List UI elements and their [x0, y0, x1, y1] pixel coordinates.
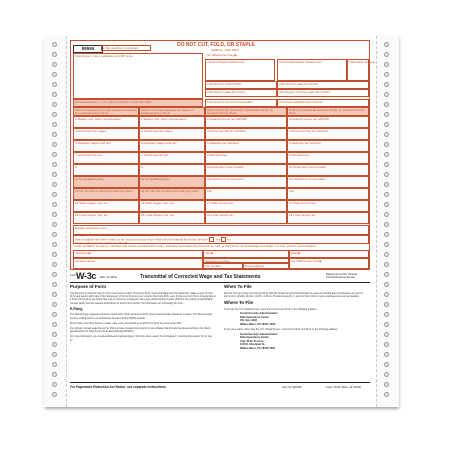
state-id-label: f Employer's state ID number — [207, 89, 246, 94]
amount-cell-label: 12a Deferred compensation — [289, 176, 327, 181]
amount-cell-label: 12a Deferred compensation — [207, 176, 245, 181]
third-party-box[interactable] — [347, 59, 376, 81]
when-heading: When To File — [224, 284, 252, 289]
amount-cell-label: 2 Federal income tax withheld — [207, 116, 247, 121]
where-text-2: If you use a carrier other than the U.S. Postal Service, send Forms W-2c and W-3c to the following address: — [224, 327, 338, 331]
amount-cell-label: 17 State income tax — [207, 200, 234, 205]
tractor-hole — [52, 332, 57, 337]
tractor-hole — [384, 392, 389, 397]
tractor-hole — [52, 102, 57, 107]
amount-cell-label: 14 Inc. tax w/h by third-party sick pay payer — [75, 188, 133, 193]
amount-cell-label: 7 Social security tips — [75, 152, 103, 157]
left-instructions-column — [70, 284, 216, 344]
title-box[interactable] — [203, 250, 289, 258]
establishment-label: g Employer's state ID number — [279, 81, 319, 86]
amount-cell-label: 12b — [289, 188, 295, 193]
telephone-label: Telephone number — [205, 258, 230, 263]
tractor-hole — [52, 372, 57, 377]
amount-cell[interactable] — [139, 152, 205, 164]
amount-cell-label: 19 Local income tax — [289, 212, 316, 217]
amount-cell[interactable] — [139, 212, 205, 224]
amount-cell[interactable] — [73, 200, 139, 212]
amount-cell[interactable] — [205, 176, 287, 188]
amount-cell[interactable] — [205, 212, 287, 224]
amount-cell-label: 10 Dependent care benefits — [207, 164, 244, 169]
ein-label: e Employer's Federal EIN — [207, 81, 242, 86]
tractor-hole — [384, 312, 389, 317]
efiling-bullet-1: W-2c Online. Use fill-in forms to create, save, print, and submit up to 25 Forms W-2c at a time to the SSA. — [70, 321, 182, 325]
catalog-number: Cat. No. 10164R — [282, 386, 302, 389]
kind-of-employer-label: d Kind of Employer (Check one) — [279, 59, 322, 64]
corrected-header: Total of corrected amounts as shown on enclosed Forms W-2c. — [139, 107, 205, 116]
w3c-instructions — [70, 273, 370, 391]
amount-cell[interactable] — [205, 116, 287, 128]
amount-cell[interactable] — [287, 164, 369, 176]
tractor-hole — [52, 352, 57, 357]
tractor-hole — [52, 142, 57, 147]
establishment-box[interactable] — [277, 81, 369, 89]
form-name: W-3c — [76, 271, 97, 281]
amount-cell-label: 9 — [141, 164, 143, 169]
title-label: Title ▶ — [205, 250, 214, 255]
amount-cell-label: 6 Medicare tax withheld — [289, 140, 321, 145]
amount-cell[interactable] — [73, 176, 139, 188]
tractor-hole — [52, 272, 57, 277]
incorrect-state-box[interactable] — [277, 89, 369, 97]
amount-cell[interactable] — [139, 128, 205, 140]
incorrect-establishment-label: i Incorrect establishment number — [279, 99, 323, 104]
tractor-hole — [52, 162, 57, 167]
amount-cell[interactable] — [287, 152, 369, 164]
tractor-hole — [52, 292, 57, 297]
tractor-hole — [384, 242, 389, 247]
form-revision: (Rev. 11-2019) — [100, 276, 117, 279]
tractor-hole — [52, 302, 57, 307]
no-label: No — [226, 236, 231, 241]
kind-of-payer-label: c Kind of Payer (Check one) — [207, 59, 245, 64]
tractor-hole — [384, 382, 389, 387]
amount-cell-label: 1 Wages, tips, other compensation — [75, 116, 122, 121]
address-usps: Social Security Administration Data Operations Center P.O. Box 3333 Wilkes-Barre, PA 18767-3333 — [240, 312, 278, 326]
amount-cell[interactable] — [73, 116, 139, 128]
tractor-hole — [52, 342, 57, 347]
tractor-hole — [52, 152, 57, 157]
official-use-box-2[interactable] — [289, 258, 369, 269]
amount-cell-label: 7 Social security tips — [141, 152, 169, 157]
amount-cell[interactable] — [205, 188, 287, 200]
amount-cell[interactable] — [205, 140, 287, 152]
tractor-hole — [384, 272, 389, 277]
tractor-hole — [52, 42, 57, 47]
amount-cell-label: 18 Local wages, tips, etc. — [75, 212, 109, 217]
kind-of-employer-box[interactable] — [277, 59, 347, 81]
omb-number: OMB No. 1545-0256 — [211, 48, 239, 52]
amount-cell[interactable] — [287, 128, 369, 140]
adjustment-label: Has an adjustment been made on an employment tax return filed with the Internal Revenue Service? — [75, 236, 209, 241]
tractor-hole — [384, 92, 389, 97]
tractor-hole — [384, 112, 389, 117]
contact-person-box[interactable] — [73, 258, 203, 269]
amount-cell[interactable] — [287, 188, 369, 200]
amount-cell[interactable] — [73, 188, 139, 200]
adjustment-question — [73, 235, 369, 244]
penalties-statement: Under penalties of perjury, I declare that I have examined this return, including accompanying documents, and, to the best of my knowledge and belief, it is true, correct, and complete. — [74, 243, 317, 248]
tractor-hole — [384, 172, 389, 177]
tax-year-label: a Tax year/Form corrected — [103, 45, 138, 50]
when-text: File this form and Copy A of Form(s) W-2c with the Social Security Administration as soon as possible after you discover an error on Forms W-2, W-2AS, W-2GU, W-2VI, or W-2c. Provide Copies B, C, and 2 of Form W-2c to your employees as soon as possible. — [224, 291, 364, 298]
form-code-box: 55555 — [73, 45, 103, 53]
form-label: Form — [70, 273, 77, 277]
tractor-hole — [384, 132, 389, 137]
tractor-hole — [52, 182, 57, 187]
tractor-hole — [52, 212, 57, 217]
amount-cell[interactable] — [139, 164, 205, 176]
purpose-heading: Purpose of Form — [70, 284, 107, 289]
where-text: If you use the U.S. Postal Service, send Forms W-2c and W-3c to the following address: — [224, 307, 318, 311]
amount-cell[interactable] — [139, 200, 205, 212]
tractor-hole — [52, 312, 57, 317]
tractor-hole — [52, 382, 57, 387]
amount-cell[interactable] — [73, 212, 139, 224]
tractor-hole — [52, 232, 57, 237]
tractor-hole — [52, 392, 57, 397]
incorrect-state-label: j Employer's incorrect state ID number — [279, 89, 330, 94]
address-carrier: Social Security Administration Data Operations Center Attn: W-2c Process 1150 E. Mountain Dr. Wilkes-Barre, PA 18702-7997 — [240, 332, 278, 350]
title-rule — [70, 282, 370, 283]
amount-cell-label: 10 Dependent care benefits — [289, 164, 326, 169]
footer-rule — [70, 382, 370, 383]
tax-year-box[interactable] — [101, 45, 151, 51]
amount-cell[interactable] — [205, 128, 287, 140]
prev-reported-header: Total of amounts previously reported as shown on enclosed Forms W-2c. — [73, 107, 139, 116]
tractor-hole — [52, 362, 57, 367]
amount-cell-label: 11 Nonqualified plans — [75, 176, 104, 181]
amount-cell-label: 6 Medicare tax withheld — [207, 140, 239, 145]
tractor-hole — [52, 192, 57, 197]
ein-box[interactable] — [205, 81, 277, 89]
tractor-hole — [384, 152, 389, 157]
amount-cell[interactable] — [73, 128, 139, 140]
incorrect-ein-box[interactable] — [205, 99, 277, 107]
tractor-hole — [384, 322, 389, 327]
tractor-hole — [384, 282, 389, 287]
tractor-hole — [384, 252, 389, 257]
date-box[interactable] — [289, 250, 369, 258]
tractor-hole — [384, 212, 389, 217]
employer-name-label: b Employer's name, address, and ZIP code — [75, 53, 133, 58]
tractor-hole — [52, 322, 57, 327]
amount-cell[interactable] — [287, 176, 369, 188]
amount-cell-label: 2 Federal income tax withheld — [289, 116, 329, 121]
amount-cell[interactable] — [205, 152, 287, 164]
tractor-hole — [384, 352, 389, 357]
fax-label: Fax number — [205, 263, 222, 268]
tractor-hole — [384, 62, 389, 67]
tractor-hole — [52, 52, 57, 57]
amount-cell[interactable] — [205, 164, 287, 176]
email-label: Email address — [245, 263, 265, 268]
tractor-hole — [384, 292, 389, 297]
corrected-header-2: Total of corrected amounts as shown on enclosed Forms W-2c. — [287, 107, 369, 116]
tractor-hole — [384, 182, 389, 187]
efiling-text: The SSA strongly suggests employers report Form W-3c and Forms W-2c Copy A electronically instead of on paper. The SSA provides two free e-filing options on its Business Services Online (BSO) website: — [70, 313, 213, 320]
amount-cell[interactable] — [139, 176, 205, 188]
contact-label: Contact person — [75, 258, 96, 263]
email-box[interactable] — [243, 263, 289, 269]
state-id-box[interactable] — [205, 89, 277, 97]
tractor-hole — [52, 92, 57, 97]
amount-cell-label: 11 Nonqualified plans — [141, 176, 170, 181]
amount-cell[interactable] — [287, 200, 369, 212]
tractor-hole — [384, 102, 389, 107]
amount-cell[interactable] — [73, 164, 139, 176]
signature-box[interactable] — [73, 250, 203, 258]
yes-checkbox[interactable] — [209, 237, 214, 242]
if-yes-label: If "Yes," give date the return was filed ▶ — [75, 240, 128, 245]
signature-label: Signature ▶ — [75, 250, 91, 255]
tractor-hole — [384, 362, 389, 367]
tractor-hole — [384, 232, 389, 237]
amount-cell-label: 5 Medicare wages and tips — [141, 140, 177, 145]
tractor-hole — [384, 42, 389, 47]
tractor-hole — [384, 192, 389, 197]
tractor-hole — [384, 372, 389, 377]
tractor-hole — [384, 202, 389, 207]
tractor-hole — [384, 162, 389, 167]
right-instructions-column — [224, 284, 370, 352]
amount-cell[interactable] — [73, 140, 139, 152]
form-title: Transmittal of Corrected Wage and Tax Statements — [140, 274, 261, 280]
w3c-form-top — [70, 40, 376, 270]
tractor-hole — [52, 252, 57, 257]
no-checkbox[interactable] — [221, 237, 226, 242]
tractor-hole — [52, 262, 57, 267]
tractor-hole — [384, 142, 389, 147]
tractor-hole — [384, 222, 389, 227]
tractor-hole — [384, 302, 389, 307]
tractor-hole — [52, 222, 57, 227]
amount-cell-label: 3 Social security wages — [141, 128, 173, 133]
date-label: Date ▶ — [291, 250, 301, 255]
official-use-label-2: For Official Use Only ▶ — [291, 258, 322, 263]
tractor-hole — [52, 202, 57, 207]
explain-label: Explain decreases here: — [75, 225, 108, 230]
amount-cell-label: 3 Social security wages — [75, 128, 107, 133]
employer-name-box[interactable] — [73, 53, 203, 99]
tractor-hole — [52, 82, 57, 87]
paperwork-notice: For Paperwork Reduction Act Notice, see separate instructions. — [70, 385, 167, 389]
amount-cell[interactable] — [287, 140, 369, 152]
efiling-heading: E-Filing — [70, 307, 83, 312]
amount-cell-label: 16 State wages, tips, etc. — [75, 200, 109, 205]
purpose-text: Use this form to transmit Copy A of the most recent version of Form(s) W-2c, Corrected Wage and Tax Statement. Make a copy of Form W-3c and keep it with Copy D (For Employer) of Forms W-2c for your records. File Form W-3c even if only one Form W-2c is being filed or if those Forms W-2c are being filed only to correct an employee's name and social security number (SSN) or the employer identification number (EIN). See the General Instructions for Forms W-2 and W-3 for information on completing this form. — [70, 291, 216, 305]
kind-of-payer-box[interactable] — [205, 59, 275, 81]
tractor-hole — [384, 122, 389, 127]
amount-cell[interactable] — [73, 152, 139, 164]
tractor-hole — [52, 132, 57, 137]
amount-cell[interactable] — [287, 116, 369, 128]
tractor-hole — [52, 172, 57, 177]
footer-form-name: Form W-3c (Rev. 11-2019) — [326, 385, 362, 389]
tractor-hole — [52, 122, 57, 127]
tractor-hole — [384, 72, 389, 77]
tractor-hole — [52, 282, 57, 287]
amount-cell[interactable] — [139, 140, 205, 152]
incorrect-ein-label: h Employer's incorrect federal EIN — [207, 99, 253, 104]
amount-cell-label: 8 Allocated tips — [207, 152, 228, 157]
amount-cell-label: 18 Local wages, tips, etc. — [141, 212, 175, 217]
tractor-hole — [384, 52, 389, 57]
amount-cell-label: 4 Social security tax withheld — [207, 128, 246, 133]
department-label: Department of the Treasury Internal Revenue Service — [326, 273, 358, 280]
amount-cell-label: 8 Allocated tips — [289, 152, 310, 157]
tractor-hole — [384, 332, 389, 337]
amount-cell[interactable] — [205, 200, 287, 212]
incorrect-establishment-box[interactable] — [277, 99, 369, 107]
amount-cell-label: 14 Inc. tax w/h by third-party sick pay payer — [141, 188, 199, 193]
amount-cell-label: 5 Medicare wages and tips — [75, 140, 111, 145]
amount-cell-label: 16 State wages, tips, etc. — [141, 200, 175, 205]
prev-reported-header-2: Total of amounts previously reported as shown on enclosed Forms W-2c. — [205, 107, 287, 116]
efiling-bullet-2: File Upload. Upload wage files to the SSA you have created using payroll or tax software that formats the files according to the SSA's Specifications for Filing Forms W-2c Electronically (EFW2C). — [70, 326, 211, 334]
tractor-hole — [52, 72, 57, 77]
explain-decreases-box[interactable] — [73, 225, 369, 235]
tractor-hole — [52, 242, 57, 247]
amount-cell[interactable] — [139, 188, 205, 200]
amount-cell-label: 12b — [207, 188, 213, 193]
tractor-hole — [52, 112, 57, 117]
tractor-hole — [384, 82, 389, 87]
amount-cell-label: 1 Wages, tips, other compensation — [141, 116, 188, 121]
amount-cell-label: 9 — [75, 164, 77, 169]
tractor-hole — [384, 262, 389, 267]
fax-box[interactable] — [203, 263, 243, 269]
amount-cell[interactable] — [139, 116, 205, 128]
amount-cell[interactable] — [287, 212, 369, 224]
yes-label: Yes — [215, 236, 221, 241]
warning-title: DO NOT CUT, FOLD, OR STAPLE — [177, 42, 255, 48]
tractor-hole — [52, 62, 57, 67]
official-use: For Official Use Only ▶ — [206, 52, 237, 57]
complete-boxes-note: Complete boxes h, i, or j only if incorrect on last form filed. — [73, 99, 203, 107]
efiling-bullet-3: For more information, go to www.socialsecurity.gov/employer. First time filers, select "Go to Register"; returning filers select "Go to Log In." — [70, 335, 212, 342]
where-heading: Where To File — [224, 299, 254, 305]
amount-cell-label: 4 Social security tax withheld — [289, 128, 328, 133]
amount-cell-label: 19 Local income tax — [207, 212, 234, 217]
amount-cell-label: 17 State income tax — [289, 200, 316, 205]
third-party-label: Third-party sick pay — [349, 59, 376, 64]
tractor-hole — [384, 342, 389, 347]
